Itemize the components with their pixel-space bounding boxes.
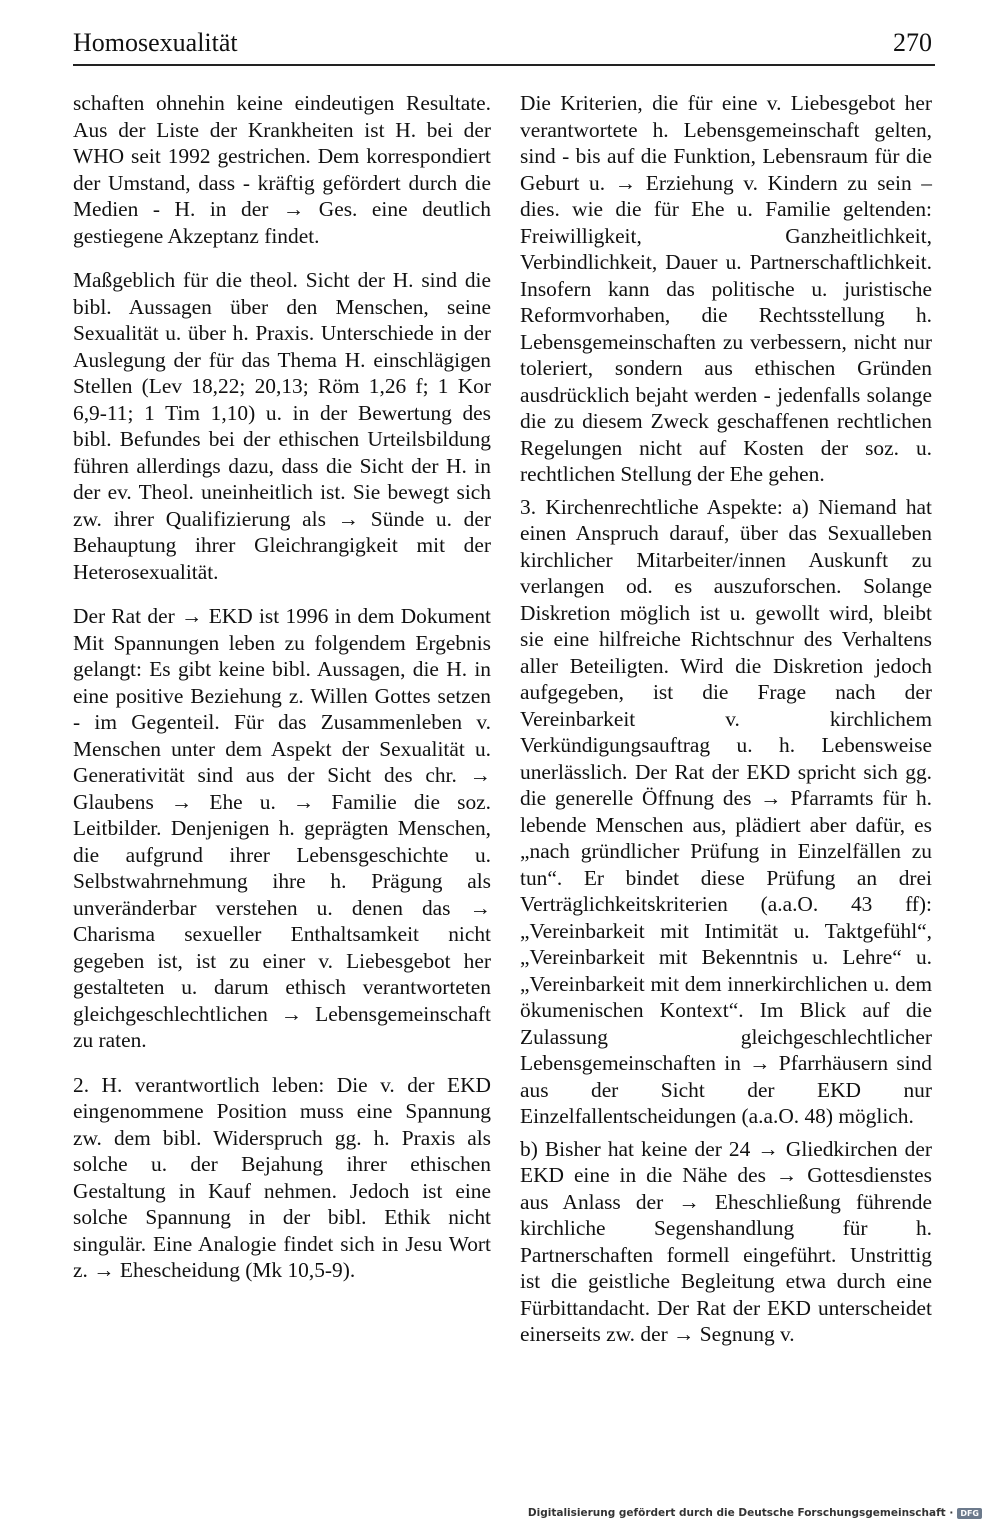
running-title: Homosexualität (73, 28, 238, 57)
credit-text: Digitalisierung gefördert durch die Deutsche Forschungsgemeinschaft · (527, 1507, 954, 1519)
digitization-credit (528, 1507, 982, 1519)
paragraph: Maßgeblich für die theol. Sicht der H. sind die bibl. Aussagen über den Menschen, seine Sexualität u. über h. Praxis. Unterschiede in der Auslegung der für das Thema H. einschlägigen Stellen (Lev 18,22; 20,13; Röm 1,26 f; 1 Kor 6,9-11; 1 Tim 1,10) u. in der Bewertung des bibl. Befundes bei der ethischen Urteilsbildung führen allerdings dazu, dass die Sicht der H. in der ev. Theol. uneinheitlich ist. Sie bewegt sich zw. ihrer Qualifizierung als → Sünde u. der Behauptung ihrer Gleichrangigkeit mit der Heterosexualität. (73, 268, 491, 584)
page-header (73, 28, 935, 66)
left-column (73, 90, 491, 1302)
page-number: 270 (893, 28, 932, 57)
paragraph: 3. Kirchenrechtliche Aspekte: a) Niemand hat einen Anspruch darauf, über das Sexualleben kirchlicher Mitarbeiter/innen Auskunft zu verlangen od. es auszuforschen. Solange Diskretion möglich ist u. gewollt wird, bleibt sie eine hilfreiche Richtschnur des Verhaltens aller Beteiligten. Wird die Diskretion jedoch aufgegeben, ist die Frage nach der Vereinbarkeit v. kirchlichem Verkündigungsauftrag u. h. Lebensweise unerlässlich. Der Rat der EKD spricht sich gg. die generelle Öffnung des → Pfarramts für h. lebende Menschen aus, plädiert aber dafür, es „nach gründlicher Prüfung in Einzelfällen zu tun“. Er bindet diese Prüfung an drei Verträglichkeitskriterien (a.a.O. 43 ff): „Vereinbarkeit mit Intimität u. Taktgefühl“, „Vereinbarkeit mit Bekenntnis u. Lehre“ u. „Vereinbarkeit mit dem innerkirchlichen u. dem ökumenischen Kontext“. Im Blick auf die Zulassung gleichgeschlechtlicher Lebensgemeinschaften in → Pfarrhäusern sind aus der Sicht der EKD nur Einzelfallentscheidungen (a.a.O. 48) möglich. (520, 494, 932, 1128)
paragraph: Der Rat der → EKD ist 1996 in dem Dokument Mit Spannungen leben zu folgendem Ergebnis gelangt: Es gibt keine bibl. Aussagen, die H. in eine positive Beziehung z. Willen Gottes setzen - im Gegenteil. Für das Zusammenleben v. Menschen unter dem Aspekt der Sexualität u. Generativität sind aus der Sicht des chr. → Glaubens → Ehe u. → Familie die soz. Leitbilder. Denjenigen h. geprägten Menschen, die aufgrund ihrer Lebensgeschichte u. Selbstwahrnehmung ihre h. Prägung als unveränderbar verstehen u. denen das → Charisma sexueller Enthaltsamkeit nicht gegeben ist, ist zu einer v. Liebesgebot her gestalteten u. darum ethisch verantworteten gleichgeschlechtlichen → Lebensgemeinschaft zu raten. (73, 604, 491, 1052)
dfg-logo: DFG (957, 1508, 982, 1519)
paragraph: b) Bisher hat keine der 24 → Gliedkirchen der EKD eine in die Nähe des → Gottesdienstes aus Anlass der → Eheschließung führende kirchliche Segenshandlung für h. Partnerschaften formell eingeführt. Unstrittig ist die geistliche Begleitung etwa durch eine Fürbittandacht. Der Rat der EKD unterscheidet einerseits zw. der → Segnung v. (520, 1136, 932, 1346)
paragraph: 2. H. verantwortlich leben: Die v. der EKD eingenommene Position muss eine Spannung zw. dem bibl. Widerspruch gg. h. Praxis als solche u. der Bejahung ihrer ethischen Gestaltung in Kauf nehmen. Jedoch ist eine solche Spannung in der bibl. Ethik nicht singulär. Eine Analogie findet sich in Jesu Wort z. → Ehescheidung (Mk 10,5-9). (73, 1072, 491, 1282)
right-column (520, 90, 932, 1366)
paragraph: Die Kriterien, die für eine v. Liebesgebot her verantwortete h. Lebensgemeinschaft gelten, sind - bis auf die Funktion, Lebensraum für die Geburt u. → Erziehung v. Kindern zu sein – dies. wie die für Ehe u. Familie geltenden: Freiwilligkeit, Ganzheitlichkeit, Verbindlichkeit, Dauer u. Partnerschaftlichkeit. Insofern kann das politische u. juristische Reformvorhaben, die Rechtsstellung h. Lebensgemeinschaften zu verbessern, nicht nur toleriert, sondern aus ethischen Gründen ausdrücklich bejaht werden - jedenfalls solange die zu diesem Zweck geschaffenen rechtlichen Regelungen nicht auf Kosten der soz. u. rechtlichen Stellung der Ehe gehen. (520, 91, 932, 486)
paragraph: schaften ohnehin keine eindeutigen Resultate. Aus der Liste der Krankheiten ist H. bei der WHO seit 1992 gestrichen. Dem korrespondiert der Umstand, dass - kräftig gefördert durch die Medien - H. in der → Ges. eine deutlich gestiegene Akzeptanz findet. (73, 91, 491, 248)
